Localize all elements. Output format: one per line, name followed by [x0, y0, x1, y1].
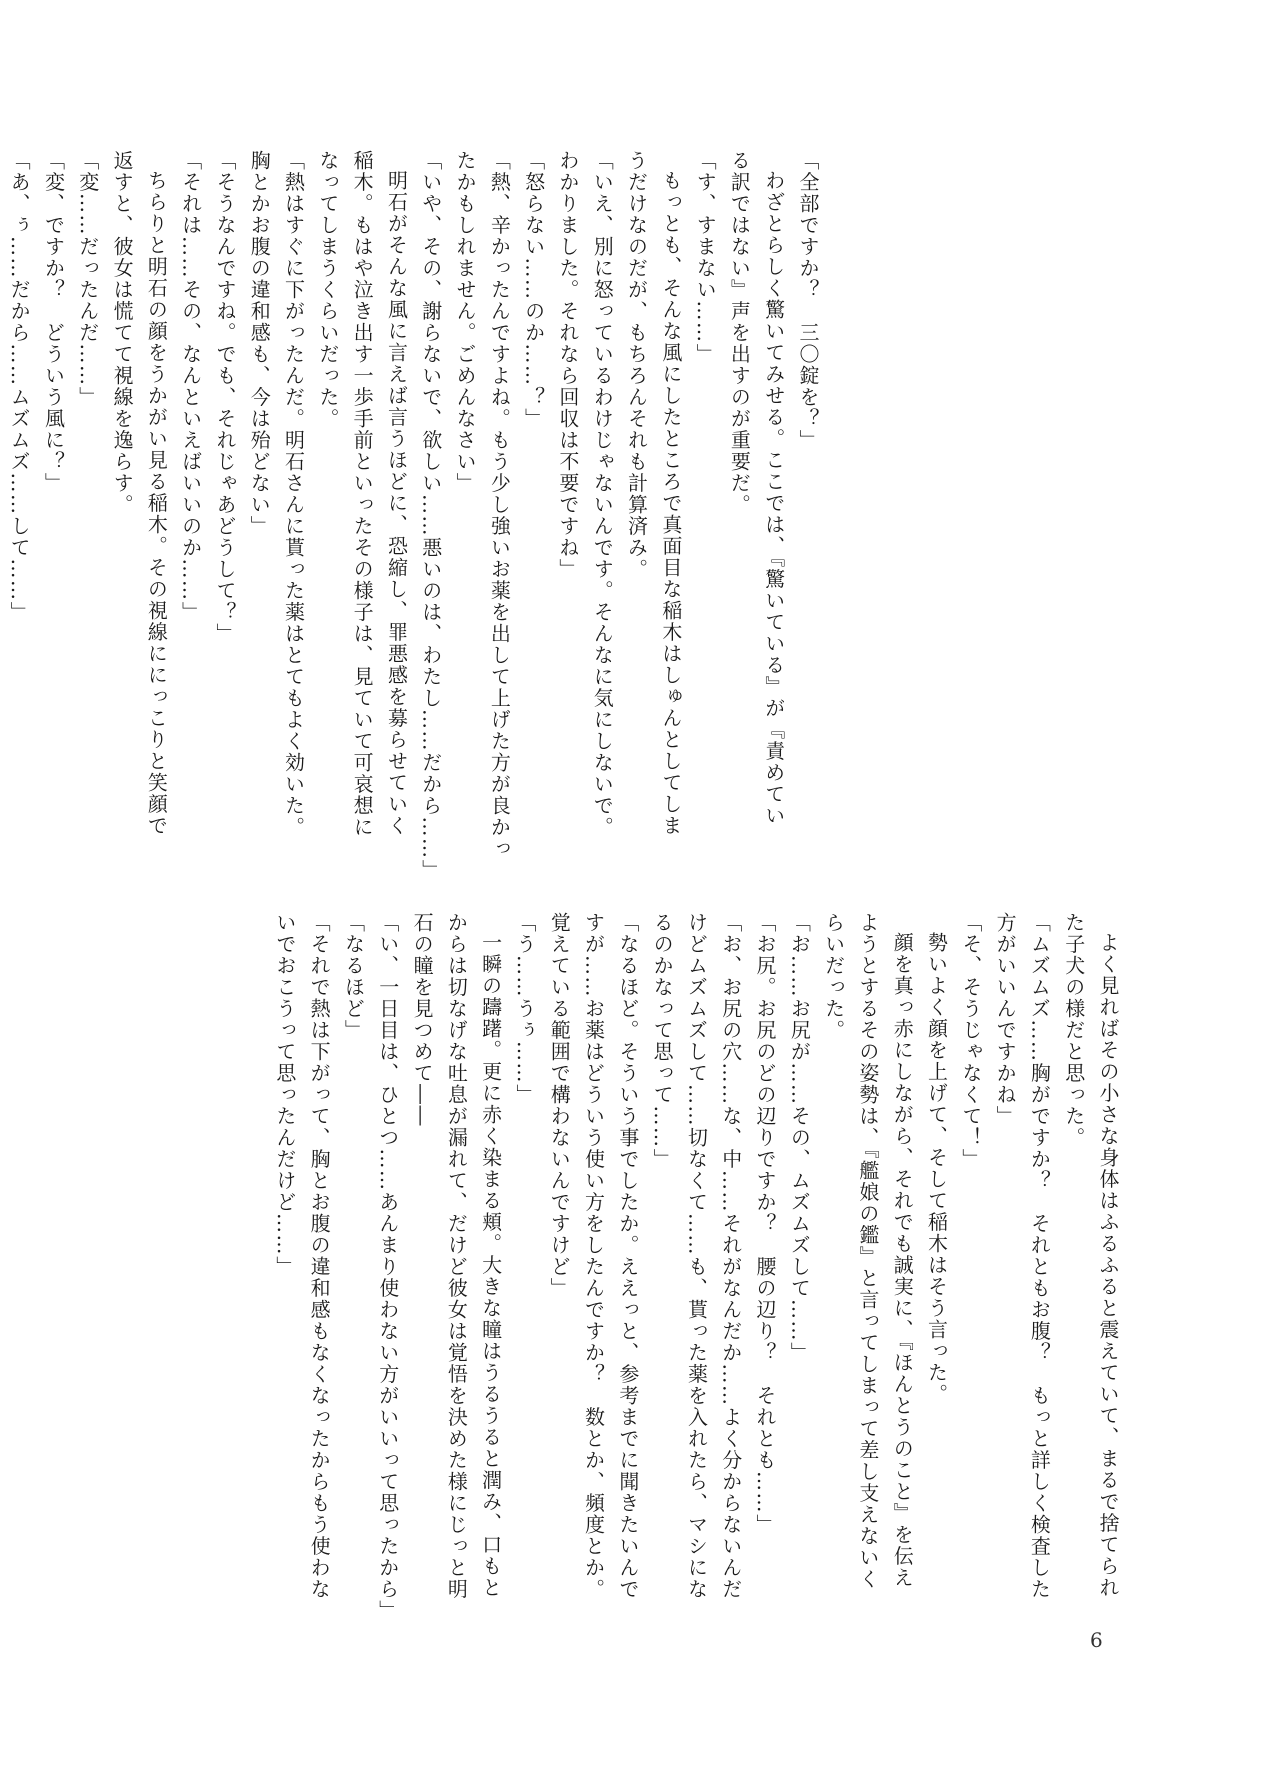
text-line: 「いや、その、謝らないで、欲しい……悪いのは、わたし……だから……」 — [418, 150, 443, 881]
text-line: 胸とかお腹の違和感も、今は殆どない」 — [247, 150, 272, 537]
text-line: 「怒らない……のか……？」 — [521, 150, 546, 430]
text-line: ちらりと明石の顔をうかがい見る稲木。その視線ににっこりと笑顔で — [144, 170, 169, 837]
text-line: 「ムズムズ……胸がですか？ それともお腹？ もっと詳しく検査した — [1027, 912, 1052, 1600]
text-line: 「お、お尻の穴……な、中……それがなんだか……よく分からないんだ — [718, 912, 743, 1600]
text-line: 「全部ですか？ 三〇錠を？」 — [796, 150, 820, 451]
text-line: るのかなって思って……」 — [650, 912, 675, 1170]
text-line: 「あ、ぅ……だから……ムズムズ……して……」 — [7, 150, 32, 623]
text-line: 明石がそんな風に言えば言うほどに、恐縮し、罪悪感を募らせていく — [384, 170, 409, 837]
page-number: 6 — [1090, 1628, 1103, 1652]
text-line — [0, 150, 2, 874]
text-line: 「す、すまない……」 — [693, 150, 718, 365]
upper-text-block — [7, 150, 825, 881]
lower-text-block — [165, 912, 1125, 1622]
text-line: 方がいいんですかね」 — [993, 912, 1018, 1127]
text-line: 稲木。もはや泣き出す一歩手前といったその様子は、見ていて可哀想に — [350, 150, 375, 838]
text-line: 「なるほど。そういう事でしたか。ええっと、参考までに聞きたいんで — [615, 912, 640, 1600]
text-line: 一瞬の躊躇。更に赤く染まる頬。大きな瞳はうるうると潤み、口もと — [478, 932, 503, 1599]
text-line: 「そうなんですね。でも、それじゃあどうして？」 — [212, 150, 237, 645]
text-line: 石の瞳を見つめて―― — [410, 912, 435, 1127]
text-line: 「そ、そうじゃなくて！」 — [958, 912, 983, 1170]
text-line: 「お尻。お尻のどの辺りですか？ 腰の辺り？ それとも……」 — [753, 912, 778, 1536]
text-line: 勢いよく顔を上げて、そして稲木はそう言った。 — [924, 932, 949, 1405]
text-line: 「う……うぅ……」 — [512, 912, 537, 1106]
text-line: 顔を真っ赤にしながら、それでも誠実に、『ほんとうのこと』を伝え — [890, 932, 915, 1589]
text-line: 「いえ、別に怒っているわけじゃないんです。そんなに気にしないで。 — [590, 150, 615, 838]
text-line: たかもしれません。ごめんなさい」 — [453, 150, 478, 494]
text-line: ようとするその姿勢は、『艦娘の鑑』と言ってしまって差し支えないく — [855, 912, 880, 1590]
text-line: 「それは……その、なんといえばいいのか……」 — [178, 150, 203, 623]
text-line: わざとらしく驚いてみせる。ここでは、『驚いている』が『責めてい — [761, 170, 786, 827]
text-line: 「それで熱は下がって、胸とお腹の違和感もなくなったからもう使わな — [307, 912, 332, 1600]
text-line: る訳ではない』声を出すのが重要だ。 — [727, 150, 752, 516]
text-line: よく見ればその小さな身体はふるふると震えていて、まるで捨てられ — [1096, 932, 1120, 1599]
text-line: もっとも、そんな風にしたところで真面目な稲木はしゅんとしてしま — [658, 170, 683, 837]
text-line: からは切なげな吐息が漏れて、だけど彼女は覚悟を決めた様にじっと明 — [444, 912, 469, 1600]
text-line: 覚えている範囲で構わないんですけど」 — [547, 912, 572, 1299]
text-line: いでおこうって思ったんだけど……」 — [272, 912, 297, 1278]
text-line: わかりました。それなら回収は不要ですね」 — [555, 150, 580, 580]
text-line: 「い、一日目は、ひとつ……あんまり使わない方がいいって思ったから」 — [375, 912, 400, 1622]
text-line: 「変、ですか？ どういう風に？」 — [41, 150, 66, 494]
text-line: 「熱、辛かったんですよね。もう少し強いお薬を出して上げた方が良かっ — [487, 150, 512, 860]
text-line: けどムズムズして……切なくて……も、貰った薬を入れたら、マシにな — [684, 912, 709, 1600]
text-line: すが……お薬はどういう使い方をしたんですか？ 数とか、頻度とか。 — [581, 912, 606, 1600]
text-line: 「なるほど」 — [341, 912, 366, 1041]
text-line: らいだった。 — [821, 912, 846, 1041]
text-line: 「熱はすぐに下がったんだ。明石さんに貰った薬はとてもよく効いた。 — [281, 150, 306, 838]
text-line: なってしまうくらいだった。 — [315, 150, 340, 430]
text-line: 「変……だったんだ……」 — [75, 150, 100, 408]
text-line: た子犬の様だと思った。 — [1061, 912, 1086, 1149]
text-line: うだけなのだが、もちろんそれも計算済み。 — [624, 150, 649, 580]
text-line: 返すと、彼女は慌てて視線を逸らす。 — [110, 150, 135, 516]
text-line: 「お……お尻が……その、ムズムズして……」 — [787, 912, 812, 1364]
